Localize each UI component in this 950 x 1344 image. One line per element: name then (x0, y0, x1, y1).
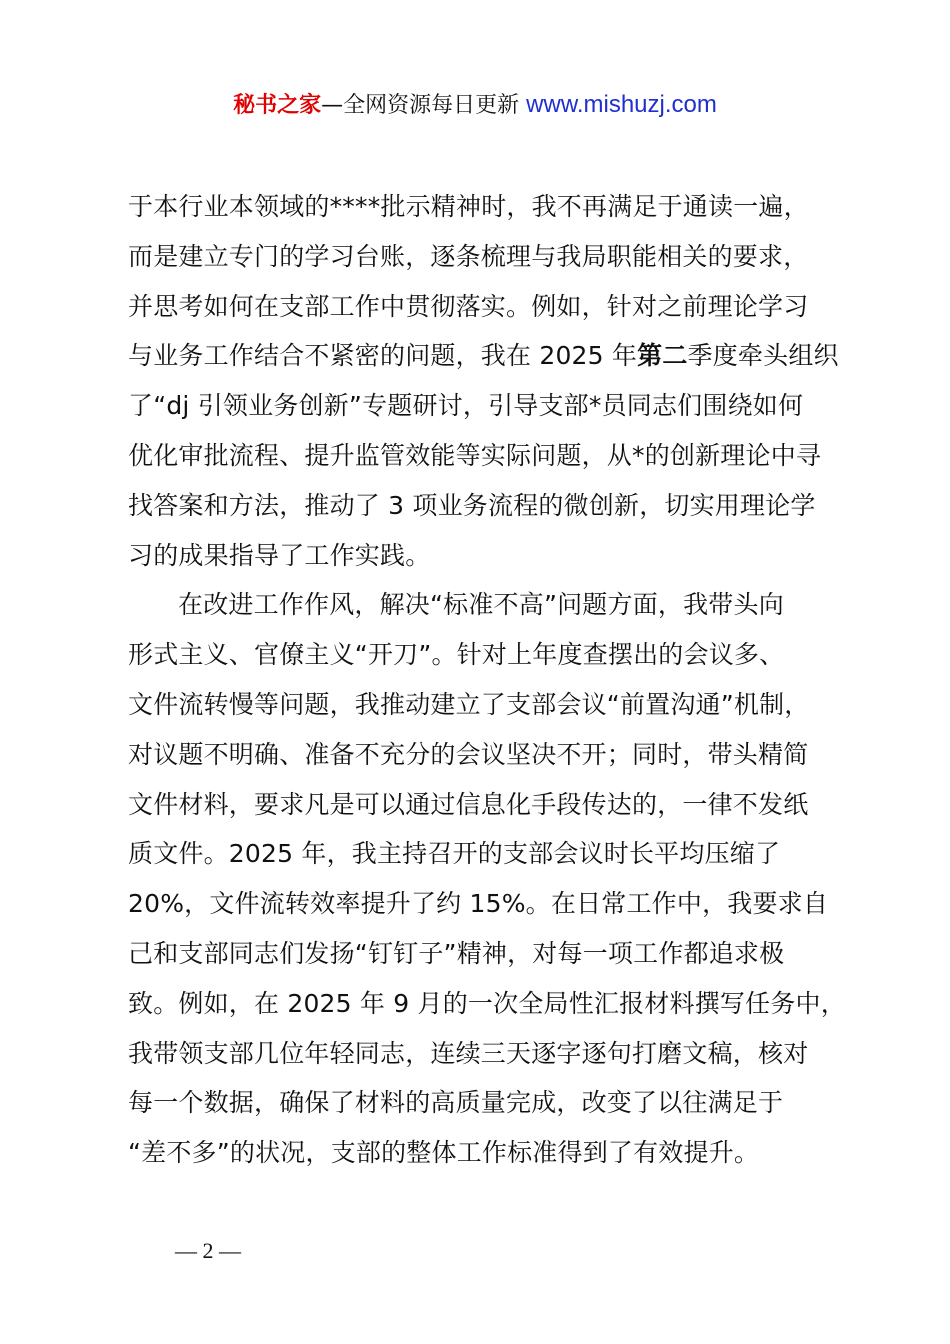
text-line: 文件流转慢等问题，我推动建立了支部会议“前置沟通”机制， (128, 689, 810, 719)
text-line: 己和支部同志们发扬“钉钉子”精神，对每一项工作都追求极 (128, 938, 785, 968)
bold-text-segment: 第二 (637, 341, 688, 371)
brand-name: 秘书之家 (233, 93, 322, 118)
text-line: 致。例如，在 2025 年 9 月的一次全局性汇报材料撰写任务中， (128, 988, 846, 1018)
text-line: 对议题不明确、准备不充分的会议坚决不开；同时，带头精简 (128, 739, 809, 769)
text-line: 并思考如何在支部工作中贯彻落实。例如，针对之前理论学习 (128, 291, 809, 321)
paragraph-2 (128, 580, 858, 1178)
text-line: 在改进工作作风，解决“标准不高”问题方面，我带头向 (178, 590, 784, 620)
text-segment: 与业务工作结合不紧密的问题，我在 2025 年 (128, 341, 638, 371)
text-line (128, 331, 858, 381)
text-line: 优化审批流程、提升监管效能等实际问题，从*的创新理论中寻 (128, 440, 822, 470)
text-line: 我带领支部几位年轻同志，连续三天逐字逐句打磨文稿，核对 (128, 1038, 809, 1068)
text-segment: 季度牵头组织 (687, 341, 839, 371)
text-line: 形式主义、官僚主义“开刀”。针对上年度查摆出的会议多、 (128, 640, 785, 670)
site-url[interactable]: www.mishuzj.com (526, 91, 717, 118)
text-line: 找答案和方法，推动了 3 项业务流程的微创新，切实用理论学 (128, 490, 816, 520)
text-line: 而是建立专门的学习台账，逐条梳理与我局职能相关的要求， (128, 241, 809, 271)
page-number: — 2 — (175, 1238, 241, 1263)
site-header (0, 88, 950, 123)
text-line: 每一个数据，确保了材料的高质量完成，改变了以往满足于 (128, 1088, 784, 1118)
header-tagline: —全网资源每日更新 (321, 93, 527, 118)
document-body (128, 182, 858, 1178)
text-line: 于本行业本领域的****批示精神时，我不再满足于通读一遍， (128, 192, 809, 221)
paragraph-1 (128, 182, 858, 580)
text-line: 20%，文件流转效率提升了约 15%。在日常工作中，我要求自 (128, 889, 829, 919)
text-line: “差不多”的状况，支部的整体工作标准得到了有效提升。 (128, 1138, 760, 1168)
text-line: 文件材料，要求凡是可以通过信息化手段传达的，一律不发纸 (128, 789, 809, 819)
text-line: 质文件。2025 年，我主持召开的支部会议时长平均压缩了 (128, 839, 781, 869)
text-line: 习的成果指导了工作实践。 (128, 540, 431, 570)
text-line: 了“dj 引领业务创新”专题研讨，引导支部*员同志们围绕如何 (128, 391, 804, 421)
